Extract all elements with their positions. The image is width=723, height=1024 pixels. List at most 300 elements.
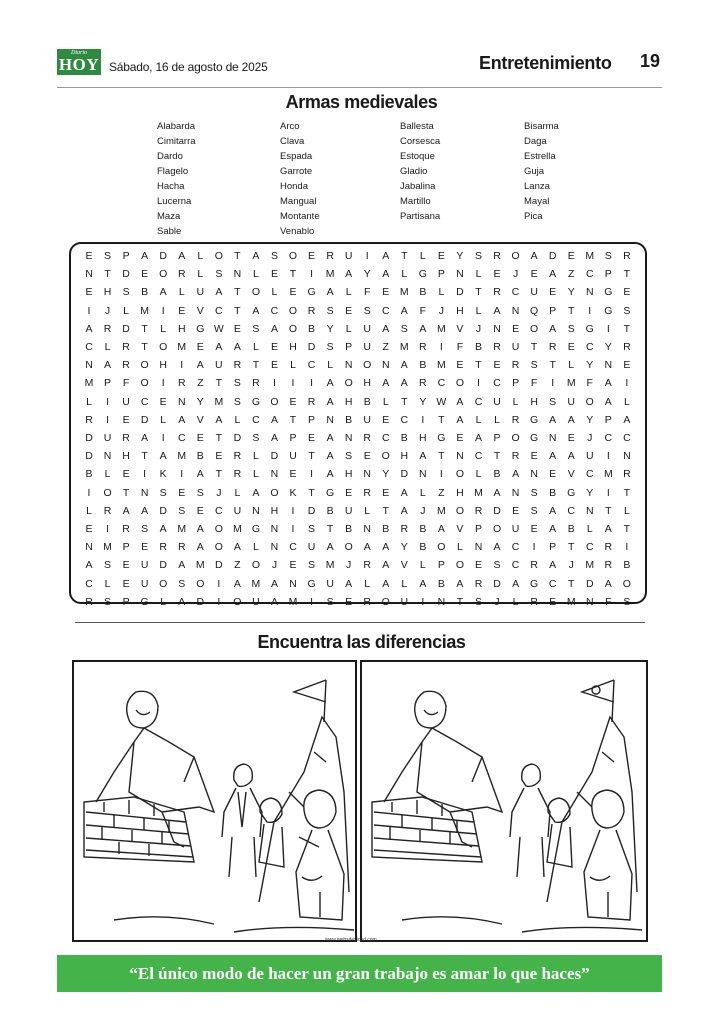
grid-letter: J bbox=[494, 595, 500, 608]
grid-letter: H bbox=[400, 450, 409, 463]
grid-letter: T bbox=[568, 541, 575, 554]
grid-letter: A bbox=[567, 413, 575, 426]
grid-letter: A bbox=[382, 322, 390, 335]
word-item: Lanza bbox=[524, 181, 550, 192]
grid-letter: A bbox=[604, 523, 612, 535]
grid-letter: Q bbox=[530, 304, 539, 317]
grid-letter: A bbox=[604, 377, 612, 390]
grid-letter: I bbox=[87, 486, 91, 499]
grid-letter: A bbox=[270, 322, 278, 335]
word-item: Pica bbox=[524, 211, 543, 222]
grid-letter: H bbox=[103, 286, 112, 299]
grid-letter: C bbox=[567, 504, 576, 517]
grid-letter: T bbox=[141, 450, 148, 463]
grid-letter: R bbox=[623, 341, 631, 353]
grid-letter: D bbox=[585, 577, 594, 590]
grid-letter: T bbox=[623, 322, 631, 335]
word-item: Mangual bbox=[280, 196, 317, 207]
header-divider bbox=[57, 87, 662, 88]
grid-row bbox=[81, 248, 635, 264]
grid-letter: N bbox=[604, 359, 613, 372]
grid-letter: B bbox=[437, 577, 445, 590]
grid-letter: R bbox=[493, 286, 501, 299]
grid-letter: N bbox=[456, 450, 464, 463]
grid-letter: P bbox=[345, 341, 353, 353]
grid-letter: S bbox=[493, 559, 501, 572]
grid-letter: R bbox=[307, 304, 316, 317]
grid-letter: T bbox=[568, 577, 575, 590]
grid-letter: G bbox=[418, 268, 427, 281]
grid-letter: R bbox=[307, 395, 316, 408]
grid-letter: N bbox=[85, 541, 93, 554]
grid-letter: N bbox=[270, 523, 279, 535]
grid-letter: I bbox=[217, 595, 221, 608]
grid-letter: E bbox=[493, 359, 501, 372]
grid-letter: A bbox=[549, 559, 557, 572]
grid-letter: L bbox=[253, 450, 259, 463]
grid-letter: B bbox=[363, 395, 371, 408]
grid-letter: E bbox=[215, 450, 223, 463]
grid-letter: A bbox=[400, 377, 408, 390]
grid-letter: P bbox=[437, 268, 445, 281]
grid-letter: A bbox=[549, 268, 557, 281]
grid-letter: D bbox=[140, 413, 149, 426]
grid-letter: R bbox=[122, 341, 130, 353]
word-item: Venablo bbox=[280, 226, 315, 237]
grid-letter: N bbox=[530, 468, 538, 481]
grid-letter: P bbox=[604, 413, 612, 426]
word-item: Corsesca bbox=[400, 136, 441, 147]
grid-letter: M bbox=[325, 268, 335, 281]
grid-letter: I bbox=[143, 468, 147, 481]
word-item: Espada bbox=[280, 151, 313, 162]
grid-letter: A bbox=[400, 486, 408, 499]
grid-letter: H bbox=[456, 486, 464, 499]
grid-letter: U bbox=[511, 341, 520, 353]
grid-letter: A bbox=[326, 541, 334, 554]
grid-letter: Z bbox=[438, 486, 445, 499]
grid-letter: O bbox=[455, 504, 465, 517]
grid-letter: A bbox=[549, 523, 557, 535]
grid-letter: R bbox=[511, 359, 520, 372]
grid-letter: V bbox=[196, 304, 204, 317]
grid-letter: S bbox=[530, 359, 538, 372]
grid-letter: N bbox=[623, 450, 631, 463]
grid-letter: G bbox=[251, 523, 260, 535]
grid-letter: V bbox=[456, 523, 464, 535]
grid-row bbox=[81, 576, 635, 592]
grid-letter: O bbox=[288, 322, 298, 335]
grid-letter: E bbox=[474, 559, 482, 572]
grid-letter: A bbox=[122, 504, 130, 517]
grid-letter: B bbox=[345, 413, 353, 426]
grid-letter: M bbox=[325, 559, 335, 572]
grid-letter: L bbox=[568, 359, 575, 372]
grid-letter: E bbox=[270, 268, 278, 281]
grid-letter: A bbox=[512, 468, 520, 481]
grid-letter: R bbox=[548, 341, 557, 353]
grid-row bbox=[81, 339, 635, 355]
grid-letter: A bbox=[252, 486, 260, 499]
grid-letter: N bbox=[548, 432, 557, 444]
grid-letter: L bbox=[160, 413, 167, 426]
grid-letter: M bbox=[566, 595, 576, 608]
word-item: Clava bbox=[280, 136, 305, 147]
grid-letter: O bbox=[381, 595, 390, 608]
grid-letter: A bbox=[549, 504, 557, 517]
grid-letter: J bbox=[568, 559, 574, 572]
grid-letter: U bbox=[363, 341, 371, 353]
grid-letter: S bbox=[530, 486, 538, 499]
grid-letter: T bbox=[234, 286, 241, 299]
logo-tagline: Diario bbox=[70, 50, 87, 56]
grid-letter: L bbox=[104, 577, 111, 590]
grid-letter: A bbox=[326, 468, 334, 481]
grid-letter: C bbox=[252, 413, 260, 426]
grid-letter: P bbox=[104, 377, 112, 390]
grid-letter: E bbox=[122, 413, 130, 426]
grid-letter: A bbox=[178, 250, 186, 262]
differences-image-right bbox=[360, 660, 648, 942]
grid-letter: A bbox=[159, 523, 167, 535]
grid-letter: E bbox=[308, 250, 316, 262]
grid-letter: T bbox=[568, 304, 575, 317]
grid-letter: N bbox=[326, 413, 334, 426]
grid-letter: A bbox=[85, 559, 93, 572]
grid-letter: L bbox=[419, 250, 426, 262]
grid-letter: N bbox=[85, 359, 93, 372]
grid-letter: I bbox=[588, 304, 592, 317]
grid-letter: L bbox=[104, 341, 111, 353]
grid-row bbox=[81, 594, 635, 610]
grid-letter: G bbox=[307, 286, 316, 299]
grid-letter: E bbox=[345, 486, 353, 499]
grid-letter: T bbox=[623, 268, 631, 281]
grid-letter: I bbox=[310, 268, 314, 281]
grid-letter: S bbox=[326, 304, 334, 317]
grid-letter: O bbox=[381, 450, 390, 463]
grid-row bbox=[81, 448, 635, 464]
grid-letter: N bbox=[511, 304, 520, 317]
grid-letter: A bbox=[456, 577, 464, 590]
grid-letter: G bbox=[437, 432, 446, 444]
grid-letter: I bbox=[365, 250, 369, 262]
grid-letter: L bbox=[401, 268, 408, 281]
word-item: Estrella bbox=[524, 151, 556, 162]
grid-letter: A bbox=[567, 450, 575, 463]
grid-letter: C bbox=[585, 468, 594, 481]
grid-letter: D bbox=[493, 577, 501, 590]
grid-letter: N bbox=[381, 359, 390, 372]
grid-letter: I bbox=[106, 413, 109, 426]
grid-letter: A bbox=[215, 286, 223, 299]
grid-letter: O bbox=[251, 286, 260, 299]
grid-letter: B bbox=[493, 468, 501, 481]
grid-letter: O bbox=[511, 250, 520, 262]
grid-letter: A bbox=[215, 413, 223, 426]
grid-letter: E bbox=[233, 322, 241, 335]
grid-letter: M bbox=[195, 559, 205, 572]
grid-letter: S bbox=[345, 450, 353, 463]
word-item: Gladio bbox=[400, 166, 428, 177]
grid-letter: N bbox=[585, 286, 594, 299]
grid-letter: M bbox=[399, 286, 409, 299]
grid-letter: U bbox=[103, 432, 112, 444]
word-item: Honda bbox=[280, 181, 308, 192]
grid-letter: T bbox=[623, 523, 631, 535]
grid-letter: Z bbox=[568, 268, 575, 281]
grid-letter: L bbox=[623, 504, 630, 517]
grid-letter: M bbox=[585, 250, 595, 262]
grid-letter: R bbox=[363, 559, 371, 572]
grid-letter: B bbox=[400, 432, 408, 444]
grid-letter: R bbox=[419, 377, 427, 390]
grid-letter: E bbox=[437, 250, 445, 262]
grid-letter: L bbox=[197, 268, 204, 281]
grid-letter: L bbox=[419, 486, 426, 499]
grid-letter: L bbox=[253, 541, 259, 554]
grid-letter: G bbox=[326, 486, 335, 499]
grid-letter: M bbox=[603, 468, 613, 481]
grid-row bbox=[81, 557, 635, 573]
grid-letter: M bbox=[437, 504, 446, 517]
grid-letter: T bbox=[623, 486, 631, 499]
grid-letter: R bbox=[177, 541, 186, 554]
grid-letter: I bbox=[217, 577, 221, 590]
grid-letter: G bbox=[604, 304, 613, 317]
grid-letter: I bbox=[625, 541, 629, 554]
grid-letter: D bbox=[307, 504, 316, 517]
grid-letter: E bbox=[85, 250, 93, 262]
grid-letter: R bbox=[233, 359, 242, 372]
grid-letter: G bbox=[530, 432, 539, 444]
grid-letter: S bbox=[474, 250, 482, 262]
word-item: Maza bbox=[157, 211, 181, 222]
grid-letter: B bbox=[623, 559, 631, 572]
grid-letter: N bbox=[419, 468, 427, 481]
grid-letter: R bbox=[604, 559, 613, 572]
grid-letter: A bbox=[419, 577, 427, 590]
grid-letter: B bbox=[326, 504, 334, 517]
grid-letter: O bbox=[344, 377, 353, 390]
grid-letter: S bbox=[549, 395, 557, 408]
grid-letter: O bbox=[159, 341, 168, 353]
grid-letter: T bbox=[122, 486, 130, 499]
grid-letter: B bbox=[567, 523, 575, 535]
grid-letter: E bbox=[623, 359, 631, 372]
grid-letter: D bbox=[122, 268, 130, 281]
grid-letter: L bbox=[86, 395, 92, 408]
grid-letter: A bbox=[474, 432, 482, 444]
grid-letter: Y bbox=[400, 541, 408, 554]
grid-letter: A bbox=[512, 577, 520, 590]
grid-row bbox=[81, 394, 635, 410]
grid-letter: A bbox=[456, 413, 464, 426]
grid-letter: Y bbox=[326, 322, 334, 335]
word-item: Sable bbox=[157, 226, 182, 237]
grid-letter: N bbox=[437, 595, 446, 608]
word-item: Flagelo bbox=[157, 166, 189, 177]
grid-letter: D bbox=[233, 432, 242, 444]
grid-letter: L bbox=[327, 359, 334, 372]
grid-letter: A bbox=[178, 559, 186, 572]
grid-letter: S bbox=[159, 486, 167, 499]
grid-letter: A bbox=[382, 377, 390, 390]
grid-letter: T bbox=[289, 413, 297, 426]
grid-letter: E bbox=[456, 432, 464, 444]
word-item: Estoque bbox=[400, 151, 435, 162]
grid-letter: M bbox=[288, 595, 298, 608]
page-number: 19 bbox=[640, 51, 661, 71]
grid-letter: O bbox=[140, 359, 149, 372]
grid-letter: L bbox=[197, 250, 204, 262]
grid-letter: M bbox=[140, 304, 150, 317]
word-item: Bisarma bbox=[524, 121, 559, 132]
grid-letter: B bbox=[141, 286, 149, 299]
grid-letter: L bbox=[234, 413, 241, 426]
grid-letter: T bbox=[438, 413, 445, 426]
grid-letter: R bbox=[233, 468, 242, 481]
grid-letter: N bbox=[585, 504, 594, 517]
grid-letter: R bbox=[233, 450, 242, 463]
grid-letter: P bbox=[512, 377, 520, 390]
grid-letter: A bbox=[363, 541, 371, 554]
grid-letter: G bbox=[530, 577, 539, 590]
grid-letter: C bbox=[215, 504, 223, 517]
grid-letter: M bbox=[177, 450, 187, 463]
grid-letter: P bbox=[122, 250, 130, 262]
grid-letter: E bbox=[345, 304, 353, 317]
grid-letter: I bbox=[551, 377, 555, 390]
grid-letter: A bbox=[270, 595, 278, 608]
grid-letter: B bbox=[345, 523, 353, 535]
grid-letter: C bbox=[215, 304, 223, 317]
grid-letter: A bbox=[604, 577, 612, 590]
grid-letter: S bbox=[567, 322, 575, 335]
grid-letter: D bbox=[307, 341, 316, 353]
grid-letter: Y bbox=[456, 250, 464, 262]
grid-letter: B bbox=[382, 523, 390, 535]
grid-letter: N bbox=[344, 432, 353, 444]
grid-letter: T bbox=[215, 432, 223, 444]
grid-letter: H bbox=[344, 395, 353, 408]
grid-letter: H bbox=[530, 395, 538, 408]
grid-letter: E bbox=[196, 341, 204, 353]
grid-letter: M bbox=[585, 559, 595, 572]
grid-letter: A bbox=[252, 250, 260, 262]
grid-letter: I bbox=[310, 468, 314, 481]
grid-letter: S bbox=[104, 250, 112, 262]
grid-letter: E bbox=[308, 432, 316, 444]
grid-letter: A bbox=[623, 413, 631, 426]
grid-letter: Z bbox=[234, 559, 241, 572]
grid-letter: O bbox=[455, 468, 465, 481]
grid-letter: A bbox=[400, 304, 408, 317]
grid-letter: R bbox=[530, 595, 538, 608]
grid-letter: D bbox=[85, 432, 93, 444]
grid-letter: P bbox=[493, 432, 501, 444]
grid-letter: D bbox=[270, 450, 279, 463]
grid-letter: U bbox=[233, 504, 242, 517]
word-column bbox=[400, 119, 440, 224]
grid-letter: T bbox=[530, 341, 538, 353]
grid-letter: E bbox=[382, 286, 390, 299]
word-item: Arco bbox=[280, 121, 300, 132]
grid-letter: U bbox=[215, 359, 223, 372]
grid-letter: R bbox=[419, 341, 427, 353]
grid-letter: I bbox=[106, 395, 109, 408]
grid-letter: A bbox=[215, 341, 223, 353]
logo-name: HOY bbox=[58, 55, 100, 74]
word-item: Lucerna bbox=[157, 196, 192, 207]
grid-letter: R bbox=[400, 523, 409, 535]
grid-letter: U bbox=[252, 595, 260, 608]
word-item: Alabarda bbox=[157, 121, 196, 132]
grid-letter: L bbox=[253, 341, 259, 353]
grid-letter: S bbox=[252, 432, 260, 444]
grid-letter: U bbox=[140, 559, 149, 572]
grid-letter: U bbox=[530, 286, 538, 299]
grid-letter: A bbox=[493, 541, 501, 554]
grid-letter: A bbox=[159, 286, 167, 299]
grid-letter: A bbox=[326, 377, 334, 390]
grid-letter: F bbox=[586, 377, 593, 390]
grid-letter: O bbox=[270, 486, 279, 499]
grid-letter: A bbox=[196, 541, 204, 554]
grid-letter: J bbox=[512, 268, 519, 281]
grid-letter: O bbox=[455, 377, 465, 390]
grid-letter: A bbox=[326, 286, 334, 299]
grid-letter: E bbox=[493, 268, 501, 281]
grid-letter: I bbox=[439, 468, 443, 481]
grid-letter: W bbox=[436, 395, 447, 408]
grid-letter: P bbox=[549, 541, 557, 554]
grid-letter: E bbox=[549, 286, 557, 299]
grid-letter: A bbox=[196, 359, 204, 372]
grid-letter: O bbox=[363, 359, 372, 372]
grid-letter: A bbox=[233, 341, 241, 353]
grid-letter: L bbox=[586, 523, 593, 535]
grid-letter: H bbox=[419, 432, 427, 444]
grid-letter: A bbox=[196, 523, 204, 535]
grid-letter: E bbox=[178, 304, 186, 317]
grid-letter: C bbox=[437, 377, 446, 390]
grid-letter: R bbox=[511, 413, 520, 426]
grid-letter: T bbox=[475, 359, 482, 372]
grid-letter: P bbox=[604, 268, 612, 281]
grid-letter: P bbox=[308, 413, 316, 426]
grid-letter: H bbox=[270, 504, 279, 517]
grid-letter: U bbox=[493, 395, 501, 408]
grid-letter: L bbox=[160, 322, 167, 335]
grid-letter: E bbox=[85, 523, 93, 535]
grid-letter: I bbox=[291, 523, 295, 535]
grid-letter: E bbox=[345, 595, 353, 608]
grid-row bbox=[81, 284, 635, 300]
grid-letter: T bbox=[493, 450, 501, 463]
grid-letter: A bbox=[270, 413, 278, 426]
grid-letter: E bbox=[567, 341, 575, 353]
grid-letter: J bbox=[271, 559, 278, 572]
grid-letter: O bbox=[103, 486, 112, 499]
word-item: Dardo bbox=[157, 151, 183, 162]
grid-letter: T bbox=[456, 595, 464, 608]
grid-letter: D bbox=[456, 286, 464, 299]
grid-letter: E bbox=[85, 286, 93, 299]
grid-row bbox=[81, 357, 635, 373]
grid-letter: S bbox=[474, 595, 482, 608]
grid-letter: A bbox=[326, 395, 334, 408]
